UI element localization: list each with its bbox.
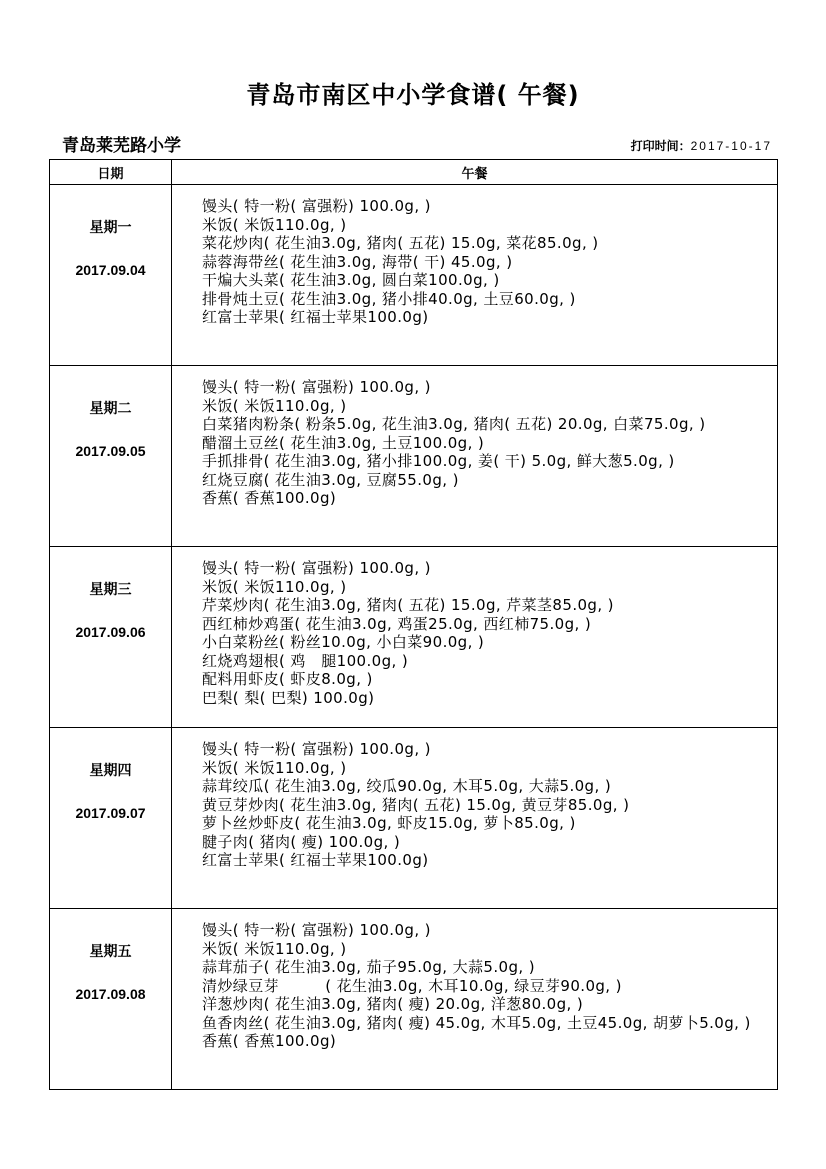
dish-item: 清炒绿豆芽 ( 花生油3.0g, 木耳10.0g, 绿豆芽90.0g, )	[202, 976, 622, 995]
dish-item: 洋葱炒肉( 花生油3.0g, 猪肉( 瘦) 20.0g, 洋葱80.0g, )	[202, 995, 584, 1013]
weekday-label: 星期三	[89, 582, 132, 598]
date-cell	[50, 909, 172, 1090]
dish-item: 鱼香肉丝( 花生油3.0g, 猪肉( 瘦) 45.0g, 木耳5.0g, 土豆45.0g, 胡萝卜5.0g, )	[202, 1013, 751, 1032]
dish-item: 腱子肉( 猪肉( 瘦) 100.0g, )	[202, 832, 401, 851]
date-cell	[50, 185, 172, 366]
dish-item: 米饭( 米饭110.0g, )	[202, 939, 347, 958]
dish-item: 配料用虾皮( 虾皮8.0g, )	[202, 670, 373, 688]
dish-item: 蒜茸绞瓜( 花生油3.0g, 绞瓜90.0g, 木耳5.0g, 大蒜5.0g, )	[202, 777, 612, 795]
dish-item: 蒜蓉海带丝( 花生油3.0g, 海带( 干) 45.0g, )	[202, 252, 513, 271]
date-cell	[50, 728, 172, 909]
table-row	[50, 728, 778, 909]
lunch-cell	[172, 185, 778, 366]
lunch-cell	[172, 547, 778, 728]
dish-item: 芹菜炒肉( 花生油3.0g, 猪肉( 五花) 15.0g, 芹菜茎85.0g, )	[202, 596, 614, 614]
dish-item: 馒头( 特一粉( 富强粉) 100.0g, )	[202, 197, 431, 215]
dish-item: 馒头( 特一粉( 富强粉) 100.0g, )	[202, 559, 431, 577]
dish-item: 馒头( 特一粉( 富强粉) 100.0g, )	[202, 740, 431, 758]
table-row	[50, 547, 778, 728]
header-date: 日期	[50, 160, 172, 185]
lunch-cell	[172, 366, 778, 547]
dish-item: 萝卜丝炒虾皮( 花生油3.0g, 虾皮15.0g, 萝卜85.0g, )	[202, 814, 576, 832]
dish-list	[172, 366, 777, 508]
table-row	[50, 909, 778, 1090]
school-name: 青岛莱芜路小学	[62, 136, 181, 156]
table-row	[50, 185, 778, 366]
dish-item: 排骨炖土豆( 花生油3.0g, 猪小排40.0g, 土豆60.0g, )	[202, 289, 576, 308]
date-cell	[50, 366, 172, 547]
weekday-label: 星期五	[89, 944, 132, 960]
menu-table	[49, 159, 778, 1090]
date-label: 2017.09.08	[75, 986, 146, 1002]
date-label: 2017.09.05	[75, 443, 146, 459]
dish-item: 米饭( 米饭110.0g, )	[202, 577, 347, 596]
dish-item: 醋溜土豆丝( 花生油3.0g, 土豆100.0g, )	[202, 433, 485, 452]
dish-item: 手抓排骨( 花生油3.0g, 猪小排100.0g, 姜( 干) 5.0g, 鲜大葱5.0g, )	[202, 452, 675, 470]
dish-item: 馒头( 特一粉( 富强粉) 100.0g, )	[202, 921, 431, 939]
date-cell	[50, 547, 172, 728]
dish-item: 黄豆芽炒肉( 花生油3.0g, 猪肉( 五花) 15.0g, 黄豆芽85.0g, )	[202, 795, 630, 814]
dish-list	[172, 547, 777, 707]
page-title: 青岛市南区中小学食谱( 午餐)	[246, 81, 580, 109]
weekday-label: 星期四	[89, 763, 132, 779]
date-label: 2017.09.06	[75, 624, 146, 640]
dish-item: 红烧豆腐( 花生油3.0g, 豆腐55.0g, )	[202, 470, 459, 489]
dish-item: 小白菜粉丝( 粉丝10.0g, 小白菜90.0g, )	[202, 633, 485, 651]
dish-item: 米饭( 米饭110.0g, )	[202, 396, 347, 415]
print-time-value: 2017-10-17	[690, 139, 772, 153]
dish-item: 香蕉( 香蕉100.0g)	[202, 489, 337, 507]
dish-list	[172, 909, 777, 1051]
table-header-row	[50, 160, 778, 185]
dish-list	[172, 185, 777, 327]
dish-item: 香蕉( 香蕉100.0g)	[202, 1032, 337, 1050]
dish-item: 红烧鸡翅根( 鸡 腿100.0g, )	[202, 651, 409, 670]
dish-item: 菜花炒肉( 花生油3.0g, 猪肉( 五花) 15.0g, 菜花85.0g, )	[202, 234, 599, 252]
date-label: 2017.09.04	[75, 262, 146, 278]
dish-list	[172, 728, 777, 870]
header-lunch: 午餐	[172, 160, 778, 185]
print-time	[631, 137, 772, 154]
dish-item: 干煸大头菜( 花生油3.0g, 圆白菜100.0g, )	[202, 271, 500, 289]
print-time-label: 打印时间：	[630, 139, 691, 153]
dish-item: 白菜猪肉粉条( 粉条5.0g, 花生油3.0g, 猪肉( 五花) 20.0g, 白菜75.0g, )	[202, 415, 706, 433]
weekday-label: 星期二	[89, 401, 132, 417]
dish-item: 米饭( 米饭110.0g, )	[202, 215, 347, 234]
lunch-cell	[172, 909, 778, 1090]
dish-item: 蒜茸茄子( 花生油3.0g, 茄子95.0g, 大蒜5.0g, )	[202, 958, 535, 976]
dish-item: 馒头( 特一粉( 富强粉) 100.0g, )	[202, 378, 431, 396]
lunch-cell	[172, 728, 778, 909]
dish-item: 红富士苹果( 红福士苹果100.0g)	[202, 851, 429, 869]
dish-item: 红富士苹果( 红福士苹果100.0g)	[202, 308, 429, 326]
dish-item: 西红柿炒鸡蛋( 花生油3.0g, 鸡蛋25.0g, 西红柿75.0g, )	[202, 614, 592, 633]
date-label: 2017.09.07	[75, 805, 146, 821]
table-row	[50, 366, 778, 547]
dish-item: 米饭( 米饭110.0g, )	[202, 758, 347, 777]
weekday-label: 星期一	[89, 220, 132, 236]
dish-item: 巴梨( 梨( 巴梨) 100.0g)	[202, 688, 375, 707]
